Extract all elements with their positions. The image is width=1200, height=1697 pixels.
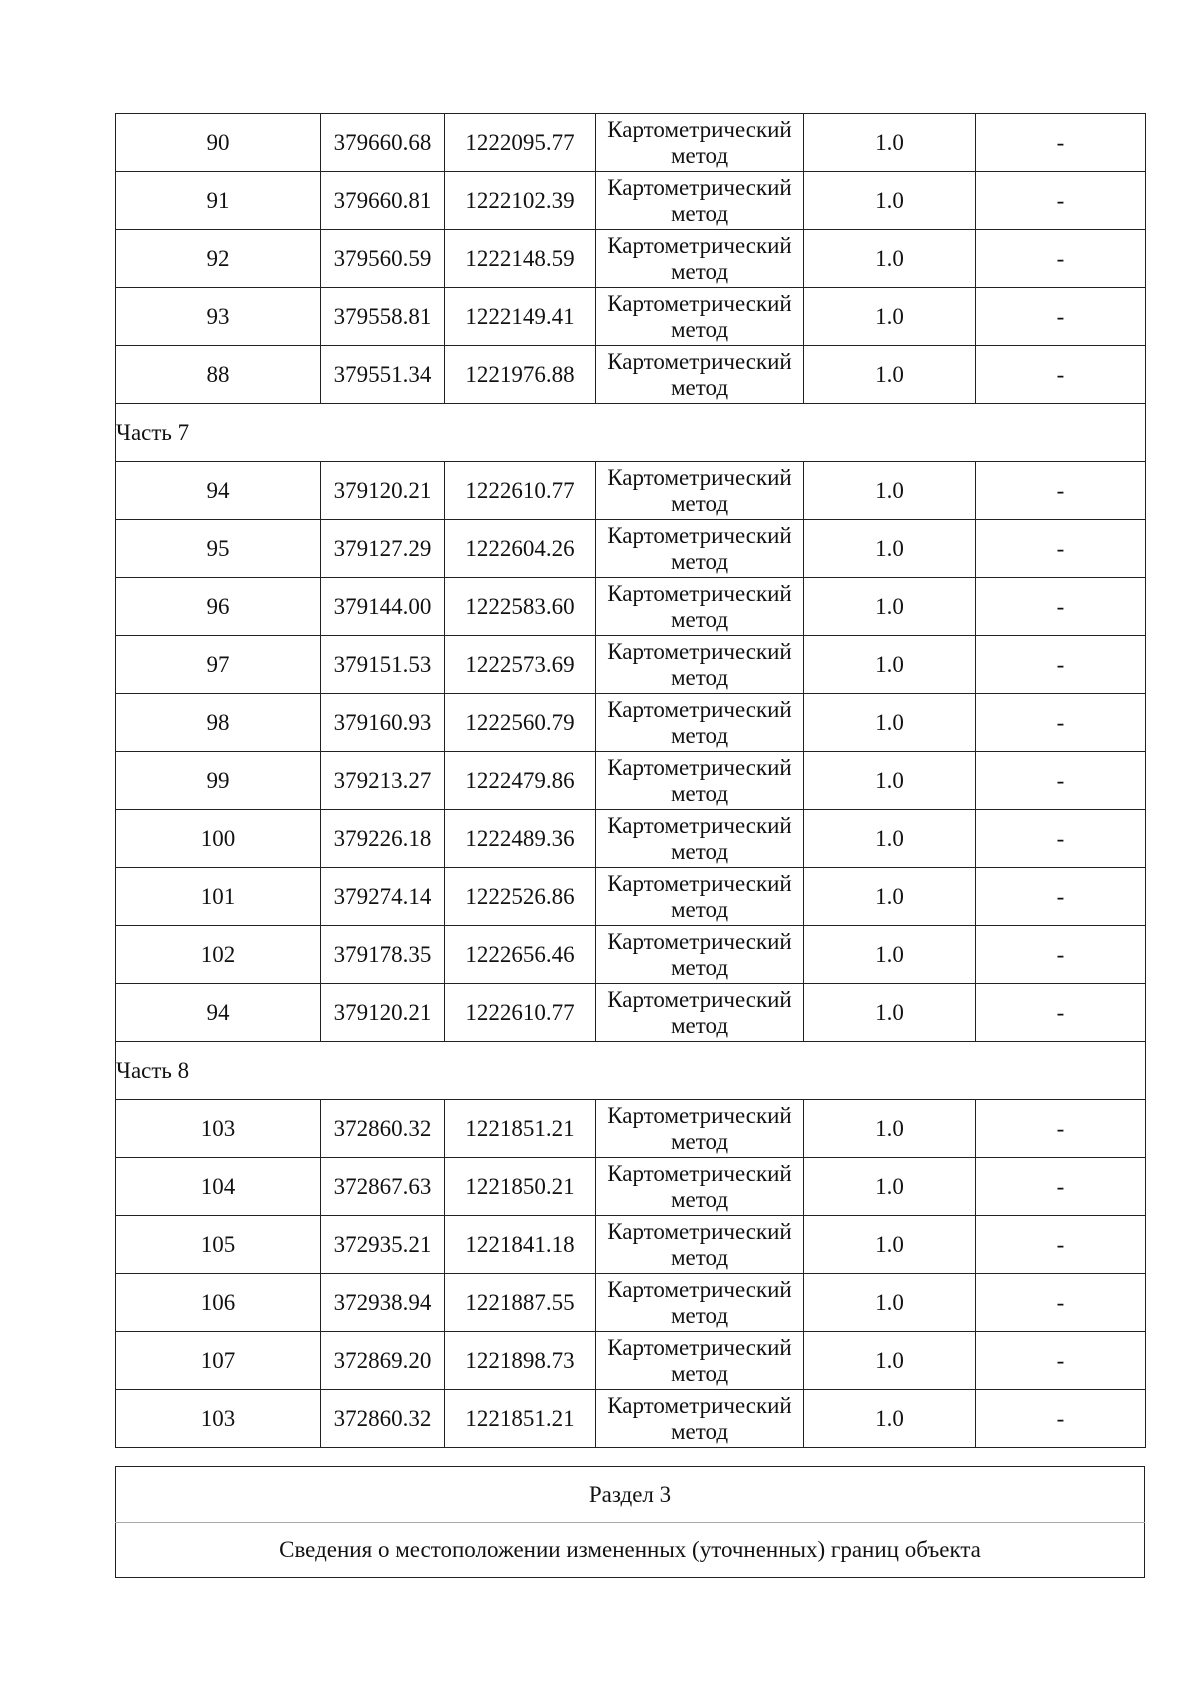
coordinates-table-body bbox=[116, 114, 1146, 1448]
point-number-cell: 97 bbox=[116, 636, 321, 694]
accuracy-cell: 1.0 bbox=[804, 462, 976, 520]
method-cell bbox=[596, 752, 804, 810]
point-number-cell: 93 bbox=[116, 288, 321, 346]
method-cell bbox=[596, 1390, 804, 1448]
x-coordinate-cell: 379144.00 bbox=[321, 578, 445, 636]
accuracy-cell: 1.0 bbox=[804, 230, 976, 288]
table-row bbox=[116, 926, 1146, 984]
note-cell: - bbox=[976, 346, 1146, 404]
accuracy-cell: 1.0 bbox=[804, 636, 976, 694]
method-cell bbox=[596, 346, 804, 404]
method-line: метод bbox=[670, 374, 729, 400]
section-subtitle: Сведения о местоположении измененных (уточненных) границ объекта bbox=[116, 1523, 1145, 1578]
method-line: метод bbox=[670, 490, 729, 516]
method-cell bbox=[596, 114, 804, 172]
note-cell: - bbox=[976, 984, 1146, 1042]
y-coordinate-cell: 1221851.21 bbox=[445, 1390, 596, 1448]
method-line: метод bbox=[670, 954, 729, 980]
method-line: метод bbox=[670, 1128, 729, 1154]
method-cell bbox=[596, 694, 804, 752]
point-number-cell: 101 bbox=[116, 868, 321, 926]
y-coordinate-cell: 1222526.86 bbox=[445, 868, 596, 926]
note-cell: - bbox=[976, 926, 1146, 984]
accuracy-cell: 1.0 bbox=[804, 810, 976, 868]
method-line: метод bbox=[670, 200, 729, 226]
point-number-cell: 98 bbox=[116, 694, 321, 752]
y-coordinate-cell: 1222479.86 bbox=[445, 752, 596, 810]
section-subtitle-row bbox=[116, 1523, 1145, 1578]
x-coordinate-cell: 379151.53 bbox=[321, 636, 445, 694]
method-line: метод bbox=[670, 896, 729, 922]
note-cell: - bbox=[976, 868, 1146, 926]
y-coordinate-cell: 1222148.59 bbox=[445, 230, 596, 288]
method-line: Картометрический bbox=[607, 348, 792, 374]
table-row bbox=[116, 114, 1146, 172]
table-row bbox=[116, 868, 1146, 926]
accuracy-cell: 1.0 bbox=[804, 288, 976, 346]
table-row bbox=[116, 1332, 1146, 1390]
section-title-row bbox=[116, 1467, 1145, 1523]
note-cell: - bbox=[976, 172, 1146, 230]
method-line: Картометрический bbox=[607, 928, 792, 954]
x-coordinate-cell: 372869.20 bbox=[321, 1332, 445, 1390]
method-line: Картометрический bbox=[607, 232, 792, 258]
table-row bbox=[116, 462, 1146, 520]
part-label: Часть 7 bbox=[116, 404, 1146, 462]
method-line: Картометрический bbox=[607, 1392, 792, 1418]
x-coordinate-cell: 379274.14 bbox=[321, 868, 445, 926]
note-cell: - bbox=[976, 1390, 1146, 1448]
method-line: Картометрический bbox=[607, 116, 792, 142]
note-cell: - bbox=[976, 462, 1146, 520]
point-number-cell: 103 bbox=[116, 1100, 321, 1158]
method-line: Картометрический bbox=[607, 1218, 792, 1244]
y-coordinate-cell: 1222560.79 bbox=[445, 694, 596, 752]
y-coordinate-cell: 1222149.41 bbox=[445, 288, 596, 346]
point-number-cell: 94 bbox=[116, 462, 321, 520]
method-line: метод bbox=[670, 1302, 729, 1328]
y-coordinate-cell: 1221976.88 bbox=[445, 346, 596, 404]
accuracy-cell: 1.0 bbox=[804, 926, 976, 984]
accuracy-cell: 1.0 bbox=[804, 1332, 976, 1390]
method-line: метод bbox=[670, 722, 729, 748]
accuracy-cell: 1.0 bbox=[804, 172, 976, 230]
point-number-cell: 90 bbox=[116, 114, 321, 172]
note-cell: - bbox=[976, 1158, 1146, 1216]
method-line: метод bbox=[670, 838, 729, 864]
part-header-row bbox=[116, 404, 1146, 462]
method-cell bbox=[596, 810, 804, 868]
note-cell: - bbox=[976, 1216, 1146, 1274]
part-header-row bbox=[116, 1042, 1146, 1100]
y-coordinate-cell: 1222610.77 bbox=[445, 984, 596, 1042]
point-number-cell: 107 bbox=[116, 1332, 321, 1390]
method-line: метод bbox=[670, 258, 729, 284]
method-line: метод bbox=[670, 664, 729, 690]
table-row bbox=[116, 636, 1146, 694]
x-coordinate-cell: 379660.68 bbox=[321, 114, 445, 172]
method-line: метод bbox=[670, 1418, 729, 1444]
method-cell bbox=[596, 1332, 804, 1390]
table-row bbox=[116, 810, 1146, 868]
method-cell bbox=[596, 1100, 804, 1158]
table-row bbox=[116, 288, 1146, 346]
note-cell: - bbox=[976, 114, 1146, 172]
x-coordinate-cell: 379213.27 bbox=[321, 752, 445, 810]
x-coordinate-cell: 379226.18 bbox=[321, 810, 445, 868]
accuracy-cell: 1.0 bbox=[804, 1100, 976, 1158]
accuracy-cell: 1.0 bbox=[804, 984, 976, 1042]
part-label: Часть 8 bbox=[116, 1042, 1146, 1100]
x-coordinate-cell: 379127.29 bbox=[321, 520, 445, 578]
method-cell bbox=[596, 1274, 804, 1332]
method-line: Картометрический bbox=[607, 1334, 792, 1360]
method-line: Картометрический bbox=[607, 986, 792, 1012]
method-line: Картометрический bbox=[607, 870, 792, 896]
note-cell: - bbox=[976, 636, 1146, 694]
note-cell: - bbox=[976, 694, 1146, 752]
note-cell: - bbox=[976, 810, 1146, 868]
table-row bbox=[116, 1100, 1146, 1158]
method-line: метод bbox=[670, 606, 729, 632]
note-cell: - bbox=[976, 1274, 1146, 1332]
method-cell bbox=[596, 1158, 804, 1216]
x-coordinate-cell: 379551.34 bbox=[321, 346, 445, 404]
point-number-cell: 95 bbox=[116, 520, 321, 578]
method-line: метод bbox=[670, 316, 729, 342]
y-coordinate-cell: 1222610.77 bbox=[445, 462, 596, 520]
table-row bbox=[116, 230, 1146, 288]
note-cell: - bbox=[976, 230, 1146, 288]
method-line: Картометрический bbox=[607, 464, 792, 490]
x-coordinate-cell: 379120.21 bbox=[321, 462, 445, 520]
table-row bbox=[116, 1158, 1146, 1216]
table-row bbox=[116, 752, 1146, 810]
x-coordinate-cell: 379178.35 bbox=[321, 926, 445, 984]
y-coordinate-cell: 1221851.21 bbox=[445, 1100, 596, 1158]
point-number-cell: 91 bbox=[116, 172, 321, 230]
x-coordinate-cell: 372860.32 bbox=[321, 1390, 445, 1448]
note-cell: - bbox=[976, 288, 1146, 346]
method-line: Картометрический bbox=[607, 580, 792, 606]
accuracy-cell: 1.0 bbox=[804, 520, 976, 578]
method-line: Картометрический bbox=[607, 696, 792, 722]
method-cell bbox=[596, 288, 804, 346]
y-coordinate-cell: 1221850.21 bbox=[445, 1158, 596, 1216]
method-cell bbox=[596, 462, 804, 520]
x-coordinate-cell: 379160.93 bbox=[321, 694, 445, 752]
table-row bbox=[116, 346, 1146, 404]
method-line: Картометрический bbox=[607, 638, 792, 664]
method-line: метод bbox=[670, 1244, 729, 1270]
point-number-cell: 88 bbox=[116, 346, 321, 404]
note-cell: - bbox=[976, 578, 1146, 636]
method-line: Картометрический bbox=[607, 754, 792, 780]
accuracy-cell: 1.0 bbox=[804, 1390, 976, 1448]
method-cell bbox=[596, 578, 804, 636]
table-row bbox=[116, 172, 1146, 230]
method-line: метод bbox=[670, 548, 729, 574]
point-number-cell: 96 bbox=[116, 578, 321, 636]
method-cell bbox=[596, 984, 804, 1042]
y-coordinate-cell: 1222489.36 bbox=[445, 810, 596, 868]
y-coordinate-cell: 1222102.39 bbox=[445, 172, 596, 230]
x-coordinate-cell: 372860.32 bbox=[321, 1100, 445, 1158]
coordinates-table bbox=[115, 113, 1146, 1448]
method-line: Картометрический bbox=[607, 522, 792, 548]
method-line: метод bbox=[670, 1360, 729, 1386]
table-row bbox=[116, 1390, 1146, 1448]
note-cell: - bbox=[976, 1332, 1146, 1390]
point-number-cell: 92 bbox=[116, 230, 321, 288]
x-coordinate-cell: 379120.21 bbox=[321, 984, 445, 1042]
accuracy-cell: 1.0 bbox=[804, 694, 976, 752]
accuracy-cell: 1.0 bbox=[804, 1216, 976, 1274]
method-cell bbox=[596, 926, 804, 984]
method-line: метод bbox=[670, 1012, 729, 1038]
method-line: Картометрический bbox=[607, 1276, 792, 1302]
y-coordinate-cell: 1222583.60 bbox=[445, 578, 596, 636]
section-title: Раздел 3 bbox=[116, 1467, 1145, 1523]
accuracy-cell: 1.0 bbox=[804, 868, 976, 926]
table-row bbox=[116, 984, 1146, 1042]
x-coordinate-cell: 379660.81 bbox=[321, 172, 445, 230]
note-cell: - bbox=[976, 752, 1146, 810]
table-row bbox=[116, 1274, 1146, 1332]
method-cell bbox=[596, 868, 804, 926]
accuracy-cell: 1.0 bbox=[804, 1274, 976, 1332]
y-coordinate-cell: 1221898.73 bbox=[445, 1332, 596, 1390]
method-cell bbox=[596, 1216, 804, 1274]
point-number-cell: 105 bbox=[116, 1216, 321, 1274]
accuracy-cell: 1.0 bbox=[804, 752, 976, 810]
y-coordinate-cell: 1221887.55 bbox=[445, 1274, 596, 1332]
y-coordinate-cell: 1222573.69 bbox=[445, 636, 596, 694]
x-coordinate-cell: 379558.81 bbox=[321, 288, 445, 346]
note-cell: - bbox=[976, 1100, 1146, 1158]
point-number-cell: 99 bbox=[116, 752, 321, 810]
method-line: метод bbox=[670, 780, 729, 806]
table-row bbox=[116, 1216, 1146, 1274]
section-header bbox=[115, 1466, 1145, 1578]
point-number-cell: 102 bbox=[116, 926, 321, 984]
method-line: Картометрический bbox=[607, 174, 792, 200]
point-number-cell: 103 bbox=[116, 1390, 321, 1448]
y-coordinate-cell: 1222604.26 bbox=[445, 520, 596, 578]
method-cell bbox=[596, 230, 804, 288]
method-line: Картометрический bbox=[607, 1102, 792, 1128]
accuracy-cell: 1.0 bbox=[804, 114, 976, 172]
method-line: метод bbox=[670, 142, 729, 168]
accuracy-cell: 1.0 bbox=[804, 578, 976, 636]
accuracy-cell: 1.0 bbox=[804, 1158, 976, 1216]
method-line: Картометрический bbox=[607, 812, 792, 838]
point-number-cell: 104 bbox=[116, 1158, 321, 1216]
note-cell: - bbox=[976, 520, 1146, 578]
point-number-cell: 100 bbox=[116, 810, 321, 868]
method-line: Картометрический bbox=[607, 1160, 792, 1186]
y-coordinate-cell: 1221841.18 bbox=[445, 1216, 596, 1274]
table-row bbox=[116, 694, 1146, 752]
x-coordinate-cell: 379560.59 bbox=[321, 230, 445, 288]
y-coordinate-cell: 1222656.46 bbox=[445, 926, 596, 984]
x-coordinate-cell: 372938.94 bbox=[321, 1274, 445, 1332]
accuracy-cell: 1.0 bbox=[804, 346, 976, 404]
table-row bbox=[116, 520, 1146, 578]
y-coordinate-cell: 1222095.77 bbox=[445, 114, 596, 172]
method-line: Картометрический bbox=[607, 290, 792, 316]
method-cell bbox=[596, 520, 804, 578]
method-cell bbox=[596, 636, 804, 694]
method-line: метод bbox=[670, 1186, 729, 1212]
point-number-cell: 106 bbox=[116, 1274, 321, 1332]
x-coordinate-cell: 372935.21 bbox=[321, 1216, 445, 1274]
point-number-cell: 94 bbox=[116, 984, 321, 1042]
table-row bbox=[116, 578, 1146, 636]
method-cell bbox=[596, 172, 804, 230]
x-coordinate-cell: 372867.63 bbox=[321, 1158, 445, 1216]
